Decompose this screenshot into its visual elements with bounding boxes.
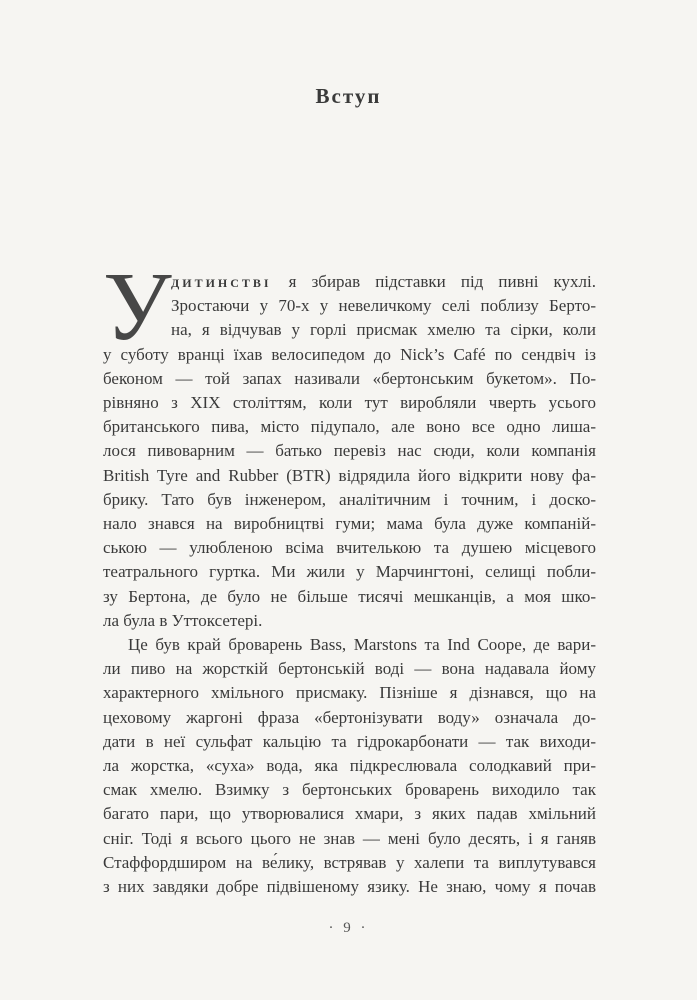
page-number: · 9 ·: [328, 920, 369, 936]
text-line: ла була в Уттоксетері.: [103, 610, 263, 630]
paragraph: [103, 253, 596, 633]
text-line: сніг. Тоді я всього цього не знав — мені було десять, і я ганяв: [103, 828, 596, 848]
text-line: нало знався на виробництві гуми; мама була дуже компаній-: [103, 514, 596, 534]
text-line: на, я відчував у горлі присмак хмелю та сірки, коли: [171, 320, 596, 340]
text-line: цеховому жаргоні фраза «бертонізувати воду» означала до-: [103, 707, 596, 727]
text-line: беконом — той запах називали «бертонським букетом». По-: [103, 368, 596, 388]
text-line: Зростаючи у 70-х у невеличкому селі поблизу Берто-: [171, 296, 596, 316]
text-line: ла жорстка, «суха» вода, яка підкреслювала солодкавий при-: [103, 756, 596, 776]
text-line: ли пиво на жорсткій бертонській воді — вона надавала йому: [103, 659, 596, 679]
text-line: лося пивоварним — батько перевіз нас сюди, коли компанія: [103, 441, 596, 461]
text-line: Стаффордширом на ве́лику, встрявав у халепи та виплутувався: [103, 852, 596, 872]
text-line: дитинстві я збирав підставки під пивні кухлі.: [171, 272, 596, 291]
text-line: зу Бертона, де було не більше тисячі мешканців, а моя шко-: [103, 586, 596, 606]
text-line: брику. Тато був інженером, аналітичним і точним, і доско-: [103, 489, 596, 509]
paragraph: [103, 633, 596, 899]
text-line: дати в неї сульфат кальцію та гідрокарбонати — так виходи-: [103, 731, 596, 751]
text-line: Це був край броварень Bass, Marstons та Ind Coope, де вари-: [128, 635, 596, 655]
lead-in-text: дитинстві: [171, 272, 272, 291]
drop-cap: У: [103, 253, 172, 360]
text-line: British Tyre and Rubber (BTR) відрядила його відкрити нову фа-: [103, 465, 596, 485]
text-line: багато пари, що утворювалися хмари, з яких падав хмільний: [103, 804, 596, 824]
text-line: з них завдяки добре підвішеному язику. Не знаю, чому я почав: [103, 877, 596, 897]
text-line: характерного хмільного присмаку. Пізніше я дізнався, що на: [103, 683, 596, 703]
chapter-title: Вступ: [315, 84, 382, 108]
text-line: у суботу вранці їхав велосипедом до Nick’s Café по сендвіч із: [103, 344, 596, 364]
body-text-block: [103, 253, 596, 899]
text-line: рівняно з XIX століттям, коли тут виробляли чверть усього: [103, 393, 596, 413]
text-line: ською — улюбленою всіма вчителькою та душею місцевого: [103, 538, 596, 558]
text-line: смак хмелю. Взимку з бертонських броварень виходило так: [103, 780, 596, 800]
text-line: британського пива, місто підупало, але воно все одно лиша-: [103, 417, 596, 437]
text-line: театрального гуртка. Ми жили у Марчингтоні, селищі побли-: [103, 562, 596, 582]
